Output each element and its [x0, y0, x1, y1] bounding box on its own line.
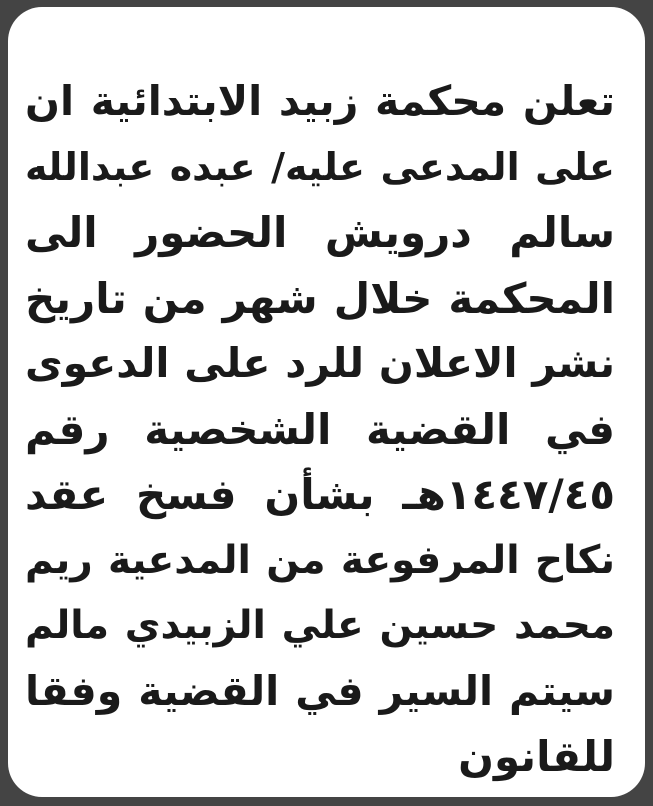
- notice-line: للقانون: [458, 732, 615, 781]
- notice-line: تعلن محكمة زبيد الابتدائية ان: [25, 77, 615, 125]
- notice-line: على المدعى عليه/ عبده عبدالله: [25, 144, 615, 189]
- notice-line: نكاح المرفوعة من المدعية ريم: [25, 537, 615, 583]
- notice-text: [25, 69, 615, 790]
- notice-line: سيتم السير في القضية وفقا: [25, 666, 615, 715]
- notice-card: [8, 7, 645, 797]
- notice-line: نشر الاعلان للرد على الدعوى: [25, 339, 615, 387]
- notice-line: محمد حسين علي الزبيدي مالم: [25, 603, 615, 648]
- notice-line: ١٤٤٧/٤٥هـ بشأن فسخ عقد: [25, 470, 615, 519]
- notice-line: سالم درويش الحضور الى: [25, 208, 615, 257]
- notice-line: المحكمة خلال شهر من تاريخ: [25, 273, 615, 323]
- notice-line: في القضية الشخصية رقم: [25, 404, 615, 454]
